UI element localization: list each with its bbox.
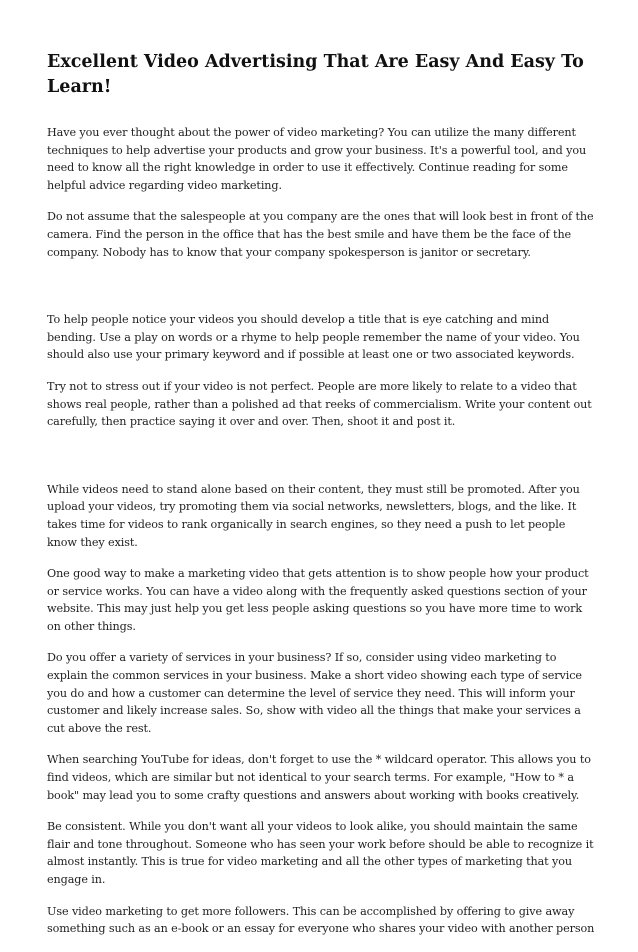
document-title: Excellent Video Advertising That Are Easy And Easy To Learn! bbox=[47, 52, 584, 97]
paragraph-8: When searching YouTube for ideas, don't forget to use the * wildcard operator. This allows you to find videos, which are similar but not identical to your search terms. For example, "How to * a book" may lead you to some crafty questions and answers about working with books creatively. bbox=[47, 753, 591, 802]
paragraph-5: While videos need to stand alone based on their content, they must still be promoted. After you upload your videos, try promoting them via social networks, newsletters, blogs, and the like. It takes time for videos to rank organically in search engines, so they need a push to let people know they exist. bbox=[47, 482, 580, 549]
paragraph-7: Do you offer a variety of services in your business? If so, consider using video marketing to explain the common services in your business. Make a short video showing each type of service you do and how a customer can determine the level of service they need. This will inform your customer and likely increase sales. So, show with video all the things that make your services a cut above the rest. bbox=[47, 651, 582, 735]
document-page bbox=[47, 50, 595, 952]
section-gap bbox=[47, 275, 595, 311]
paragraph-1: Have you ever thought about the power of video marketing? You can utilize the many different techniques to help advertise your products and grow your business. It's a powerful tool, and you need to know all the right knowledge in order to use it effectively. Continue reading for some helpful advice regarding video marketing. bbox=[47, 126, 587, 192]
paragraph-10: Use video marketing to get more followers. This can be accomplished by offering to give away something such as an e-book or an essay for everyone who shares your video with another person bbox=[47, 904, 595, 936]
paragraph-3: To help people notice your videos you should develop a title that is eye catching and mind bending. Use a play on words or a rhyme to help people remember the name of your video. You should also use your primary keyword and if possible at least one or two associated keywords. bbox=[47, 313, 580, 362]
paragraph-4: Try not to stress out if your video is not perfect. People are more likely to relate to a video that shows real people, rather than a polished ad that reeks of commercialism. Write your content out carefully, then practice saying it over and over. Then, shoot it and post it. bbox=[47, 379, 592, 429]
paragraph-2: Do not assume that the salespeople at you company are the ones that will look best in front of the camera. Find the person in the office that has the best smile and have them be the face of the company. Nobody has to know that your company spokesperson is janitor or secretary. bbox=[47, 210, 594, 259]
section-gap bbox=[47, 445, 595, 481]
paragraph-9: Be consistent. While you don't want all your videos to look alike, you should maintain the same flair and tone throughout. Someone who has seen your work before should be able to recognize it almost instantly. This is true for video marketing and all the other types of marketing that you engage in. bbox=[47, 820, 594, 886]
paragraph-6: One good way to make a marketing video that gets attention is to show people how your product or service works. You can have a video along with the frequently asked questions section of your website. This may just help you get less people asking questions so you have more time to work on other things. bbox=[47, 567, 589, 633]
